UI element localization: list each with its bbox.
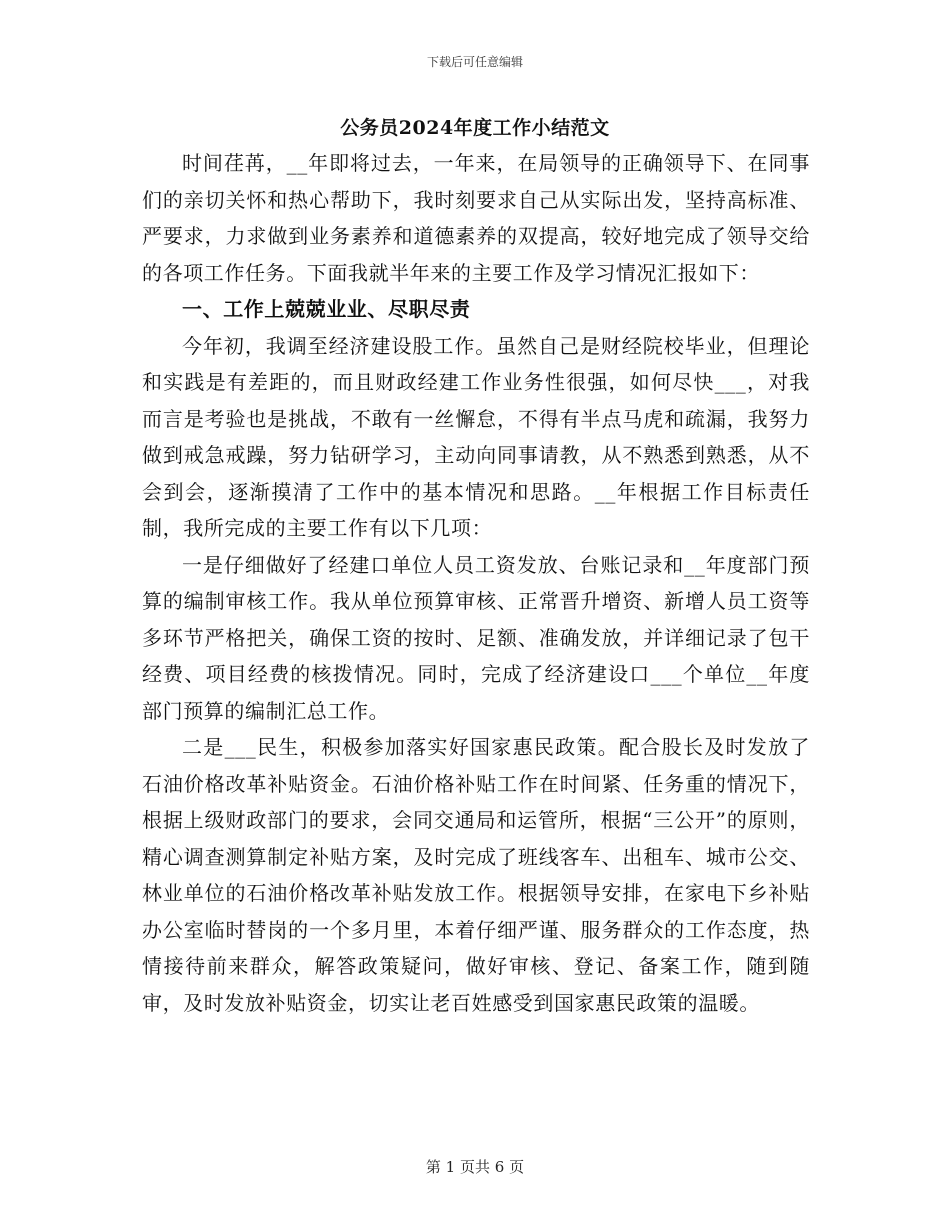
section-heading-1: 一、工作上兢兢业业、尽职尽责: [182, 297, 471, 321]
page-header-note: 下载后可任意编辑: [426, 55, 523, 69]
document-title: 公务员2024年度工作小结范文: [340, 117, 610, 139]
paragraph-item-2: 二是___民生，积极参加落实好国家惠民政策。配合股长及时发放了石油价格改革补贴资金。石油价格补贴工作在时间紧、任务重的情况下，根据上级财政部门的要求，会同交通局和运管所，根据“三公开”的原则，精心调查测算制定补贴方案，及时完成了班线客车、出租车、城市公交、林业单位的石油价格改革补贴发放工作。根据领导安排，在家电下乡补贴办公室临时替岗的一个多月里，本着仔细严谨、服务群众的工作态度，热情接待前来群众，解答政策疑问，做好审核、登记、备案工作，随到随审，及时发放补贴资金，切实让老百姓感受到国家惠民政策的温暖。: [142, 735, 810, 1015]
page-number: 第 1 页共 6 页: [425, 1158, 525, 1176]
document-body: [142, 145, 810, 1021]
paragraph-intro: 时间荏苒，__年即将过去，一年来，在局领导的正确领导下、在同事们的亲切关怀和热心帮助下，我时刻要求自己从实际出发，坚持高标准、严要求，力求做到业务素养和道德素养的双提高，较好地完成了领导交给的各项工作任务。下面我就半年来的主要工作及学习情况汇报如下：: [142, 151, 810, 285]
paragraph-item-1: 一是仔细做好了经建口单位人员工资发放、台账记录和__年度部门预算的编制审核工作。我从单位预算审核、正常晋升增资、新增人员工资等多环节严格把关，确保工资的按时、足额、准确发放，并详细记录了包干经费、项目经费的核拨情况。同时，完成了经济建设口___个单位__年度部门预算的编制汇总工作。: [142, 552, 810, 723]
paragraph-work-transfer: 今年初，我调至经济建设股工作。虽然自己是财经院校毕业，但理论和实践是有差距的，而且财政经建工作业务性很强，如何尽快___，对我而言是考验也是挑战，不敢有一丝懈怠，不得有半点马虎和疏漏，我努力做到戒急戒躁，努力钻研学习，主动向同事请教，从不熟悉到熟悉，从不会到会，逐渐摸清了工作中的基本情况和思路。__年根据工作目标责任制，我所完成的主要工作有以下几项：: [142, 333, 810, 540]
